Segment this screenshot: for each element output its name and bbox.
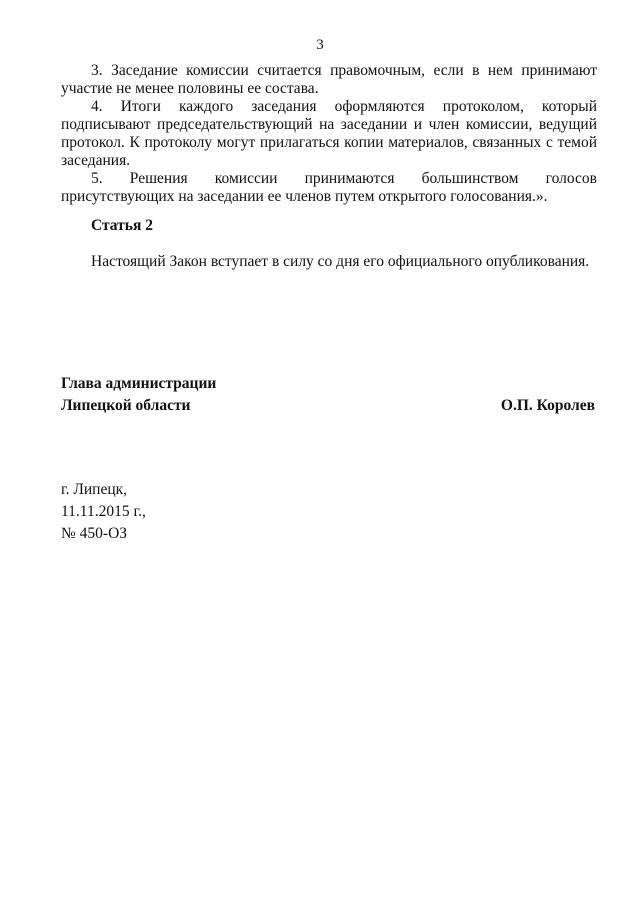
- city: г. Липецк,: [61, 481, 128, 498]
- paragraph-4: 4. Итоги каждого заседания оформляются протоколом, который подписывают председательствующий на заседании и член комиссии, ведущий протокол. К протоколу могут прилагаться копии материалов, связанных с темой заседания.: [61, 98, 597, 169]
- signatory-position: [61, 373, 216, 417]
- place-and-date: [61, 479, 146, 545]
- signatory-position-line2: Липецкой области: [61, 397, 191, 414]
- signatory-name: О.П. Королев: [500, 397, 595, 414]
- article-text: Настоящий Закон вступает в силу со дня его официального опубликования.: [91, 253, 590, 270]
- page-number: 3: [316, 37, 324, 53]
- article-title: Статья 2: [91, 217, 153, 234]
- paragraph-3: 3. Заседание комиссии считается правомочным, если в нем принимают участие не менее половины ее состава.: [61, 62, 597, 97]
- signatory-position-line1: Глава администрации: [61, 375, 217, 392]
- paragraph-5: 5. Решения комиссии принимаются большинством голосов присутствующих на заседании ее членов путем открытого голосования.».: [61, 170, 597, 205]
- document-body: [61, 62, 597, 206]
- law-date: 11.11.2015 г.,: [61, 503, 146, 520]
- law-number: № 450-ОЗ: [61, 525, 128, 542]
